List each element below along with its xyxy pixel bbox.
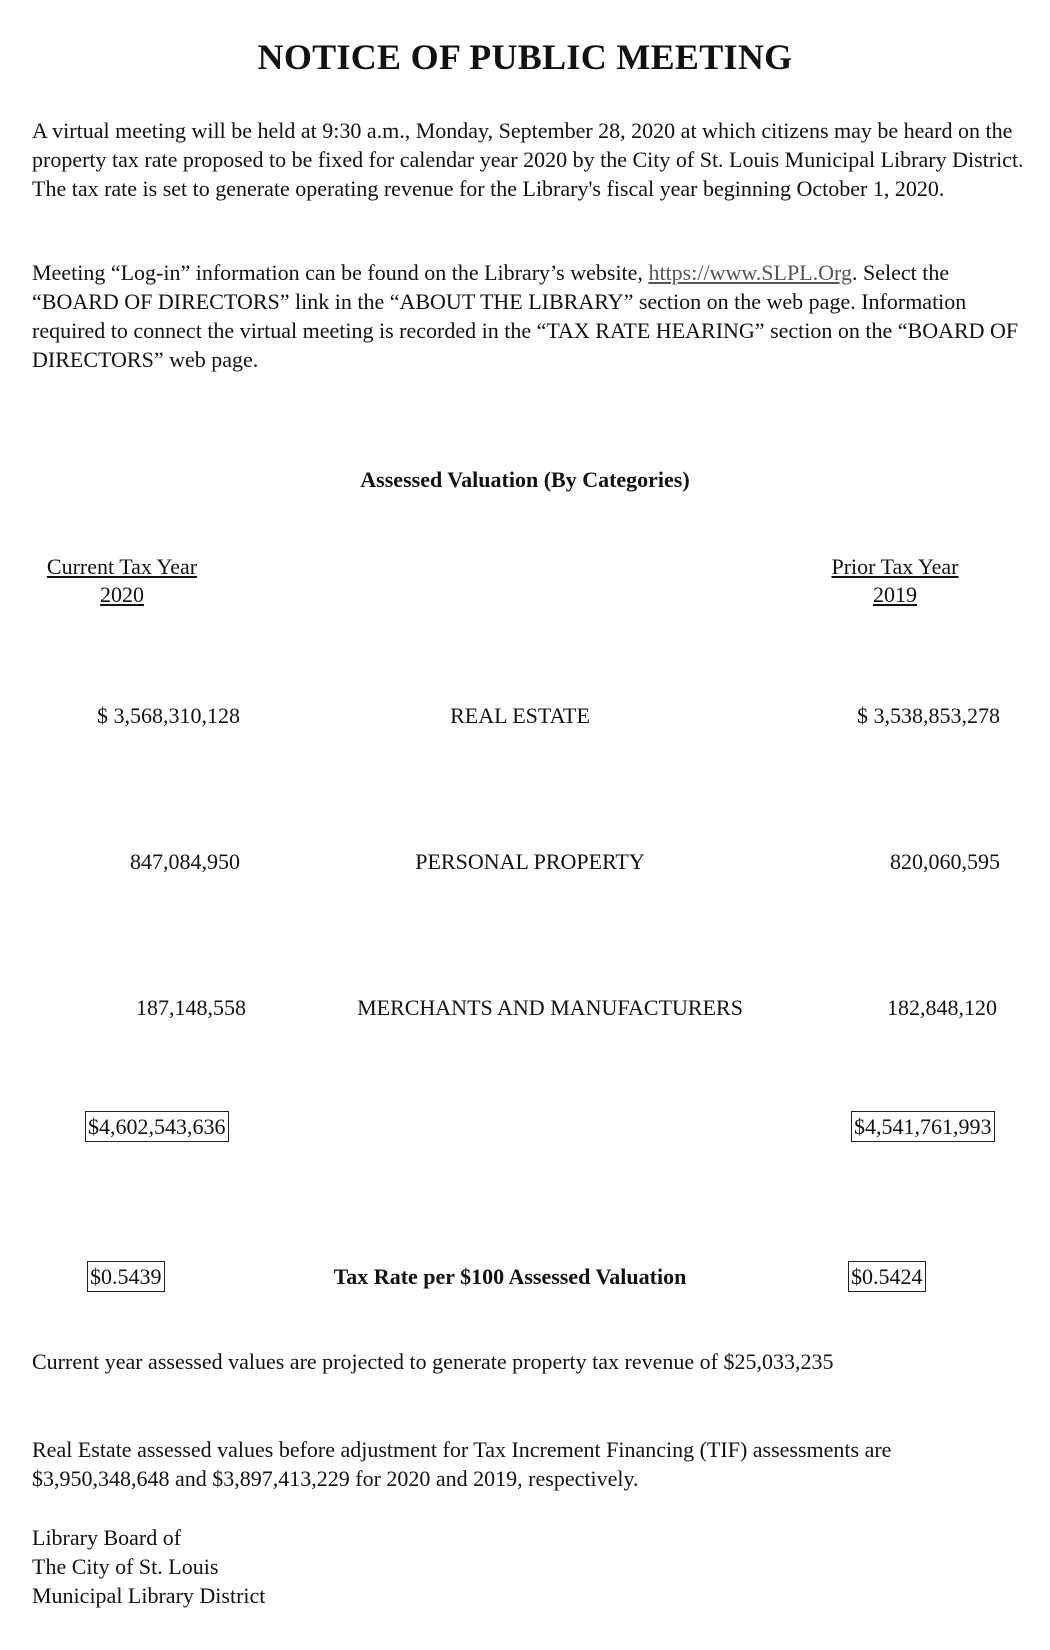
signature-line: Municipal Library District [32,1583,266,1608]
valuation-heading: Assessed Valuation (By Categories) [360,467,690,492]
notice-title: NOTICE OF PUBLIC MEETING [257,37,793,77]
signature-line: The City of St. Louis [32,1554,219,1579]
merchants-current-value: 187,148,558 [136,995,246,1020]
current-tax-year-header [32,553,212,609]
merchants-prior-value: 182,848,120 [887,995,997,1020]
meeting-details-paragraph: A virtual meeting will be held at 9:30 a.m., Monday, September 28, 2020 at which citizens may be heard on the property tax rate proposed to be fixed for calendar year 2020 by the City of St. Louis Municipal Library District. The tax rate is set to generate operating revenue for the Library's fiscal year beginning October 1, 2020. [32,118,1024,201]
prior-tax-year-value: 2019 [873,582,917,607]
signature-block [32,1523,1032,1610]
tax-rate-prior: $0.5424 [848,1261,926,1292]
real-estate-category: REAL ESTATE [450,703,590,728]
current-tax-year-label: Current Tax Year [46,554,198,579]
personal-property-category: PERSONAL PROPERTY [415,849,645,874]
login-info-text-after: . Select the “BOARD OF DIRECTORS” link in the “ABOUT THE LIBRARY” section on the web page. Information required to connect the virtual meeting is recorded in the “TAX RATE HEARING” section on the “BOARD OF DIRECTORS” web page. [32,260,1019,372]
login-info-text-before: Meeting “Log-in” information can be found on the Library’s website, [32,260,649,285]
prior-tax-year-header [805,553,985,609]
personal-property-prior-value: 820,060,595 [890,849,1000,874]
tif-adjustment-text: Real Estate assessed values before adjustment for Tax Increment Financing (TIF) assessments are $3,950,348,648 and $3,897,413,229 for 2020 and 2019, respectively. [32,1437,892,1491]
tax-rate-current: $0.5439 [87,1261,165,1292]
library-website-link[interactable]: https://www.SLPL.Org [648,260,852,285]
personal-property-current-value: 847,084,950 [130,849,240,874]
total-prior-value: $4,541,761,993 [851,1111,995,1142]
revenue-projection-text: Current year assessed values are projected to generate property tax revenue of $25,033,235 [32,1349,834,1374]
signature-line: Library Board of [32,1525,182,1550]
current-tax-year-value: 2020 [100,582,144,607]
total-current-value: $4,602,543,636 [85,1111,229,1142]
real-estate-current-value: $ 3,568,310,128 [97,703,240,728]
tax-rate-label: Tax Rate per $100 Assessed Valuation [333,1264,687,1289]
login-info-paragraph [32,258,1032,374]
merchants-category: MERCHANTS AND MANUFACTURERS [357,995,743,1020]
real-estate-prior-value: $ 3,538,853,278 [857,703,1000,728]
prior-tax-year-label: Prior Tax Year [831,554,959,579]
